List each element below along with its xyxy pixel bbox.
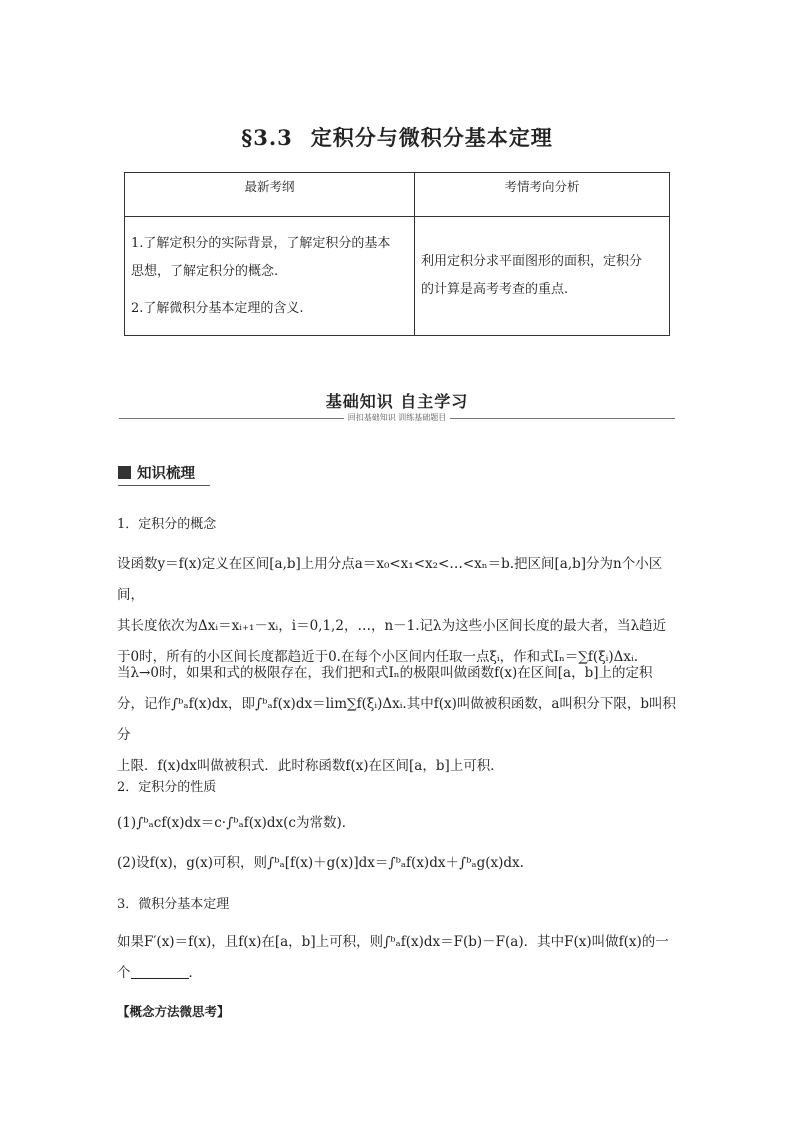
text-line [117,958,679,989]
text-suffix: ． [188,965,202,981]
section-number: §3.3 [241,125,293,150]
text-prefix: 个 [117,965,131,981]
answer-blank[interactable] [131,964,189,979]
left-line: 2.了解微积分基本定理的含义. [131,300,304,316]
left-line: 1.了解定积分的实际背景，了解定积分的基本 [131,235,391,251]
heading-definite-integral: 1．定积分的概念 [117,517,217,532]
text-line: 设函数y＝f(x)定义在区间[a,b]上用分点a＝x₀<x₁<x₂<…<xₙ＝b.把区间[a,b]分为n个小区间， [117,556,663,603]
text-line: 于0时，所有的小区间长度都趋近于0.在每个小区间内任取一点ξᵢ，作和式Iₙ＝∑f(ξᵢ)Δxᵢ. [117,649,638,665]
band-title: 基础知识 自主学习 [325,392,469,411]
page-title [0,122,794,152]
band-subtitle [0,412,794,423]
heading-fundamental-theorem: 3．微积分基本定理 [117,897,230,912]
square-bullet-icon [118,466,131,479]
table-cell-left [125,217,415,336]
right-line: 利用定积分求平面图形的面积，定积分 [421,254,643,269]
heading-properties: 2．定积分的性质 [117,780,217,795]
right-line: 的计算是高考考查的重点. [421,282,569,297]
text-line: 如果F′(x)＝f(x)，且f(x)在[a，b]上可积，则∫ᵇₐf(x)dx＝F(b)－F(a)．其中F(x)叫做f(x)的一 [117,934,669,950]
text-line: 其长度依次为Δxᵢ＝xᵢ₊₁－xᵢ，i＝0,1,2，…，n－1.记λ为这些小区间长度的最大者，当λ趋近 [117,618,667,634]
section-underline [118,485,210,486]
band-subtitle-text: 回扣基础知识 训练基础题目 [344,413,451,422]
text-line: 分，记作∫ᵇₐf(x)dx，即∫ᵇₐf(x)dx＝lim∑f(ξᵢ)Δxᵢ.其中f(x)叫做被积函数，a叫积分下限，b叫积分 [117,696,677,743]
section-heading [118,462,195,483]
text-line: 当λ→0时，如果和式的极限存在，我们把和式Iₙ的极限叫做函数f(x)在区间[a，b]上的定积 [117,665,653,681]
property-2: (2)设f(x)，g(x)可积，则∫ᵇₐ[f(x)＋g(x)]dx＝∫ᵇₐf(x)dx＋∫ᵇₐg(x)dx. [117,855,524,871]
table-cell-right [415,217,670,336]
paragraph-limit [117,658,679,782]
paragraph-theorem [117,927,679,989]
exam-outline-table [124,172,670,336]
table-header-left: 最新考纲 [125,173,415,217]
title-text: 定积分与微积分基本定理 [310,125,553,150]
left-line: 思想，了解定积分的概念. [131,263,279,279]
section-heading-text: 知识梳理 [137,466,195,482]
paragraph-definition [117,549,679,673]
text-line: 上限．f(x)dx叫做被积式．此时称函数f(x)在区间[a，b]上可积． [117,758,504,774]
concept-label: 【概念方法微思考】 [117,1004,230,1019]
property-1: (1)∫ᵇₐcf(x)dx＝c·∫ᵇₐf(x)dx(c为常数)． [117,815,356,831]
table-header-right: 考情考向分析 [415,173,670,217]
